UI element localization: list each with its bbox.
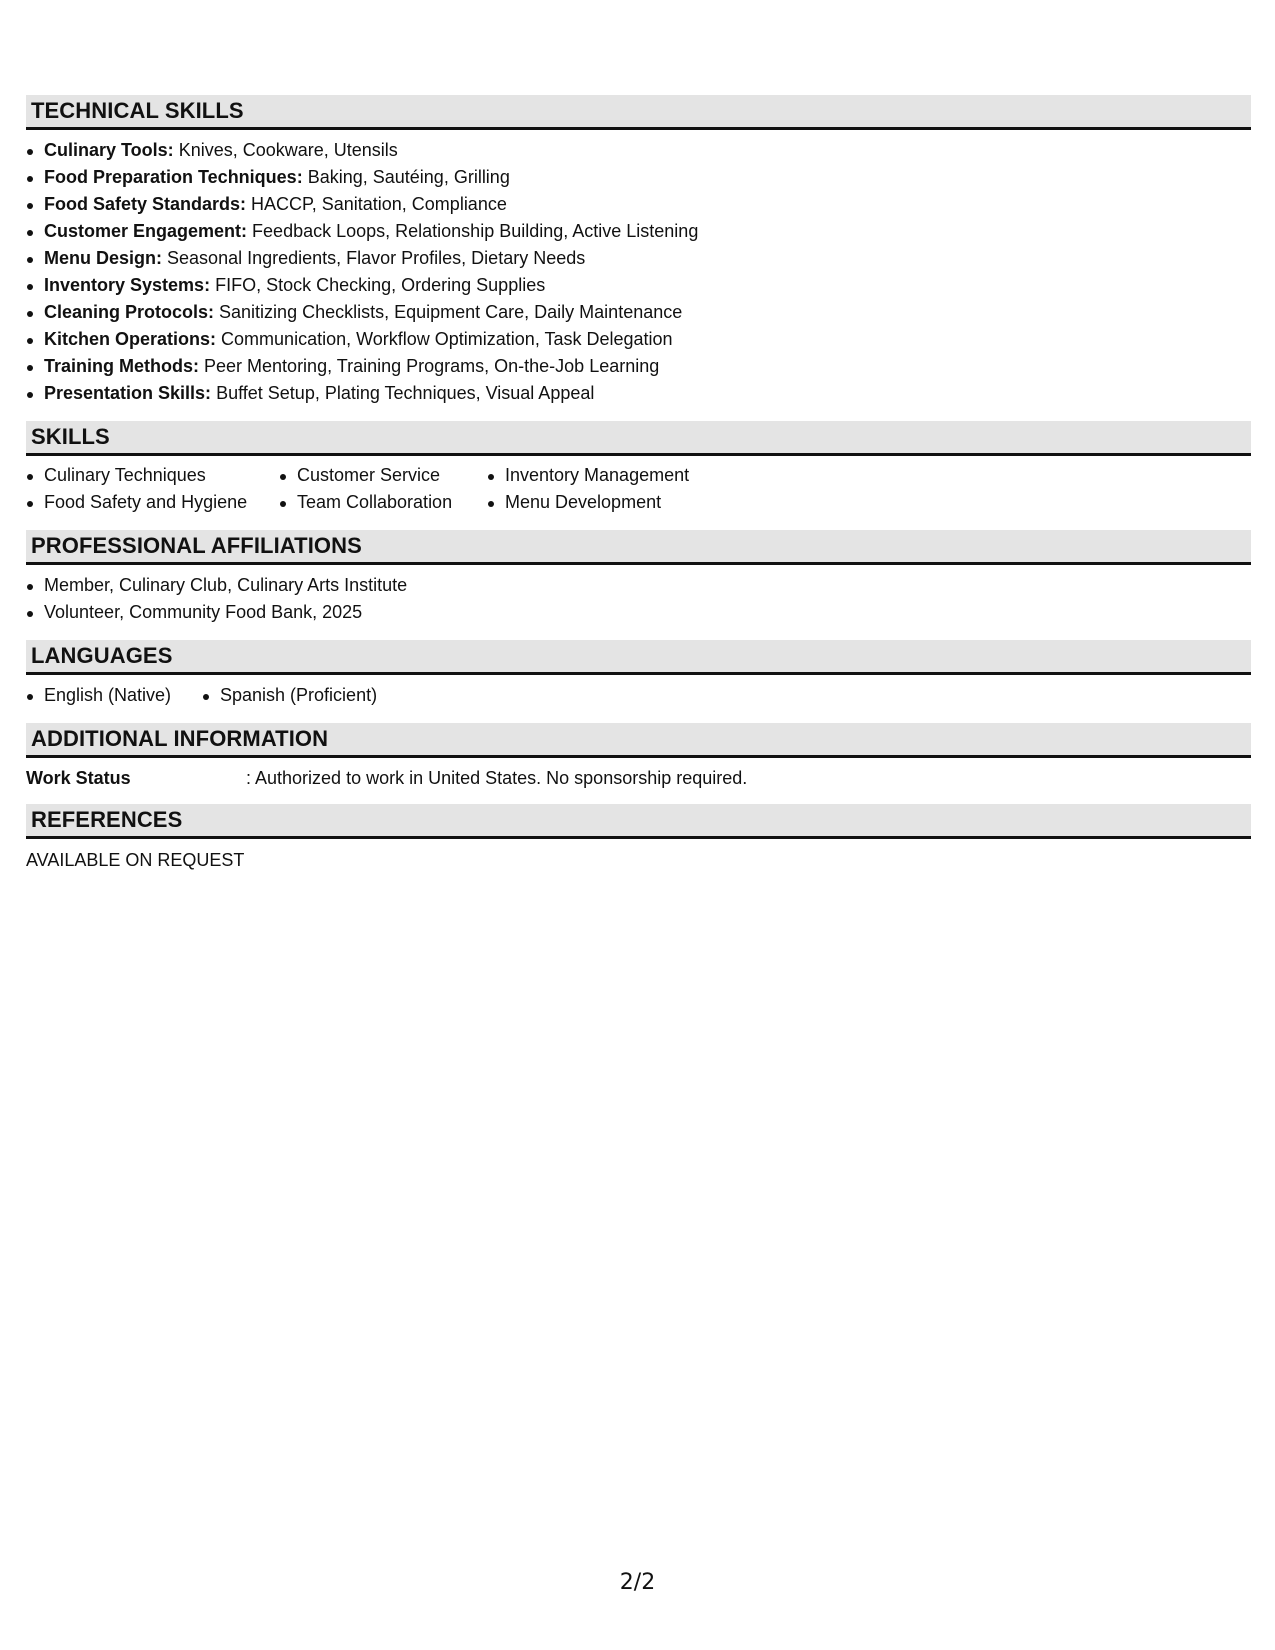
list-item [26,272,1251,299]
languages-section [26,640,1251,709]
skill-category-value: Communication, Workflow Optimization, Task Delegation [221,329,673,349]
skill-category-value: HACCP, Sanitation, Compliance [251,194,507,214]
skill-category-label: Customer Engagement: [44,221,248,241]
list-item: Inventory Management [487,462,717,489]
technical-skills-section [26,95,1251,407]
skills-list [26,462,1251,516]
skill-category-label: Training Methods: [44,356,199,376]
list-item [26,299,1251,326]
list-item: Customer Service [279,462,487,489]
skill-category-value: Feedback Loops, Relationship Building, Active Listening [252,221,699,241]
section-title: SKILLS [31,424,110,449]
list-item [26,245,1251,272]
section-title: TECHNICAL SKILLS [31,98,244,123]
skill-category-label: Presentation Skills: [44,383,212,403]
skill-category-value: Knives, Cookware, Utensils [178,140,398,160]
skill-category-label: Food Preparation Techniques: [44,167,303,187]
section-title: LANGUAGES [31,643,173,668]
languages-list [26,682,1251,709]
list-item: Volunteer, Community Food Bank, 2025 [26,599,1251,626]
skill-category-label: Culinary Tools: [44,140,174,160]
page-number: 2/2 [619,1570,656,1595]
references-text: AVAILABLE ON REQUEST [26,850,245,870]
list-item [26,380,1251,407]
list-item: Spanish (Proficient) [202,682,377,709]
section-title: REFERENCES [31,807,183,832]
languages-header [26,640,1251,675]
list-item: Culinary Techniques [26,462,279,489]
skill-category-label: Inventory Systems: [44,275,211,295]
references-section [26,804,1251,872]
section-title: ADDITIONAL INFORMATION [31,726,329,751]
skill-category-value: FIFO, Stock Checking, Ordering Supplies [215,275,546,295]
list-item: Food Safety and Hygiene [26,489,279,516]
additional-info-section [26,723,1251,790]
list-item: Menu Development [487,489,717,516]
work-status-value: : Authorized to work in United States. No sponsorship required. [246,768,748,788]
list-item: English (Native) [26,682,202,709]
list-item [26,353,1251,380]
skill-category-label: Cleaning Protocols: [44,302,215,322]
technical-skills-list [26,137,1251,407]
work-status-row [26,766,1251,790]
affiliations-list [26,572,1251,626]
skill-category-value: Buffet Setup, Plating Techniques, Visual Appeal [216,383,595,403]
skill-category-label: Menu Design: [44,248,163,268]
skill-category-value: Peer Mentoring, Training Programs, On-the-Job Learning [204,356,660,376]
list-item [26,164,1251,191]
references-header [26,804,1251,839]
skill-category-value: Baking, Sautéing, Grilling [307,167,510,187]
affiliations-header [26,530,1251,565]
skills-section [26,421,1251,516]
section-title: PROFESSIONAL AFFILIATIONS [31,533,362,558]
skill-category-label: Kitchen Operations: [44,329,217,349]
list-item [26,191,1251,218]
resume-page-content [26,95,1251,872]
technical-skills-header [26,95,1251,130]
list-item [26,218,1251,245]
skills-header [26,421,1251,456]
skill-category-value: Sanitizing Checklists, Equipment Care, Daily Maintenance [219,302,683,322]
list-item [26,326,1251,353]
list-item: Team Collaboration [279,489,487,516]
work-status-label: Work Status [26,768,131,788]
list-item [26,137,1251,164]
list-item: Member, Culinary Club, Culinary Arts Institute [26,572,1251,599]
additional-info-header [26,723,1251,758]
affiliations-section [26,530,1251,626]
skill-category-value: Seasonal Ingredients, Flavor Profiles, Dietary Needs [167,248,586,268]
skill-category-label: Food Safety Standards: [44,194,247,214]
